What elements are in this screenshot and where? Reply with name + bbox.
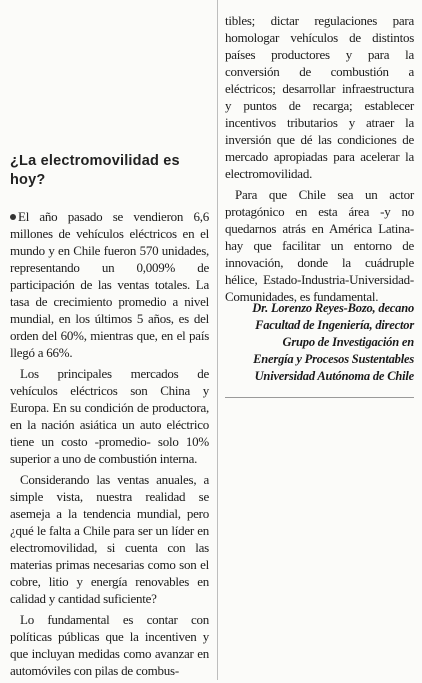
paragraph-3: Considerando las ventas anuales, a simple vista, nuestra realidad se asemeja a la tendencia mundial, pero ¿qué le falta a Chile para ser un líder en electromovilidad, si cuenta con las materias primas necesarias como son el cobre, litio y energía renovables en calidad y cantidad suficiente? (10, 472, 209, 606)
paragraph-6: Para que Chile sea un actor protagónico en esta área -y no quedarnos atrás en América Latina- hay que facilitar un entorno de innovación, donde la cuádruple hélice, Estado-Industria-Universidad-Comunidades, es fundamental. (225, 187, 414, 304)
paragraph-5: tibles; dictar regulaciones para homologar vehículos de distintos países productores y para la conversión de combustión a eléctricos; desarrollar infraestructura y puntos de recarga; establecer incentivos tributarios y atraer la inversión que dé las condiciones de mercado apropiadas para acelerar la electromovilidad. (225, 13, 414, 181)
right-column (225, 12, 414, 309)
signature-line-1: Dr. Lorenzo Reyes-Bozo, decano (252, 301, 414, 315)
signature-line-5: Universidad Autónoma de Chile (254, 369, 414, 383)
left-column (10, 208, 209, 683)
signature-divider (225, 397, 414, 398)
paragraph-4: Lo fundamental es contar con políticas públicas que la incentiven y que incluyan medidas como avanzar en automóviles con pilas de combus- (10, 612, 209, 678)
signature-line-3: Grupo de Investigación en (282, 335, 414, 349)
author-signature (225, 300, 414, 385)
section-title: ¿La electromovilidad es hoy? (10, 153, 180, 188)
paragraph-2: Los principales mercados de vehículos eléctricos son China y Europa. En su condición de productora, en la nación asiática un auto eléctrico tiene un costo -promedio- solo 10% superior a uno de combustión interna. (10, 366, 209, 466)
paragraph-1-text: El año pasado se vendieron 6,6 millones de vehículos eléctricos en el mundo y en Chile fueron 570 unidades, representando un 0,009% de participación de las ventas totales. La tasa de crecimiento promedio a nivel mundial, en los últimos 5 años, es del orden del 60%, mientras que, en el país llegó a 66%. (10, 209, 209, 360)
signature-line-4: Energía y Procesos Sustentables (253, 352, 414, 366)
signature-line-2: Facultad de Ingeniería, director (255, 318, 414, 332)
bullet-icon (10, 214, 16, 220)
column-divider (217, 0, 218, 680)
paragraph-1 (10, 208, 209, 361)
